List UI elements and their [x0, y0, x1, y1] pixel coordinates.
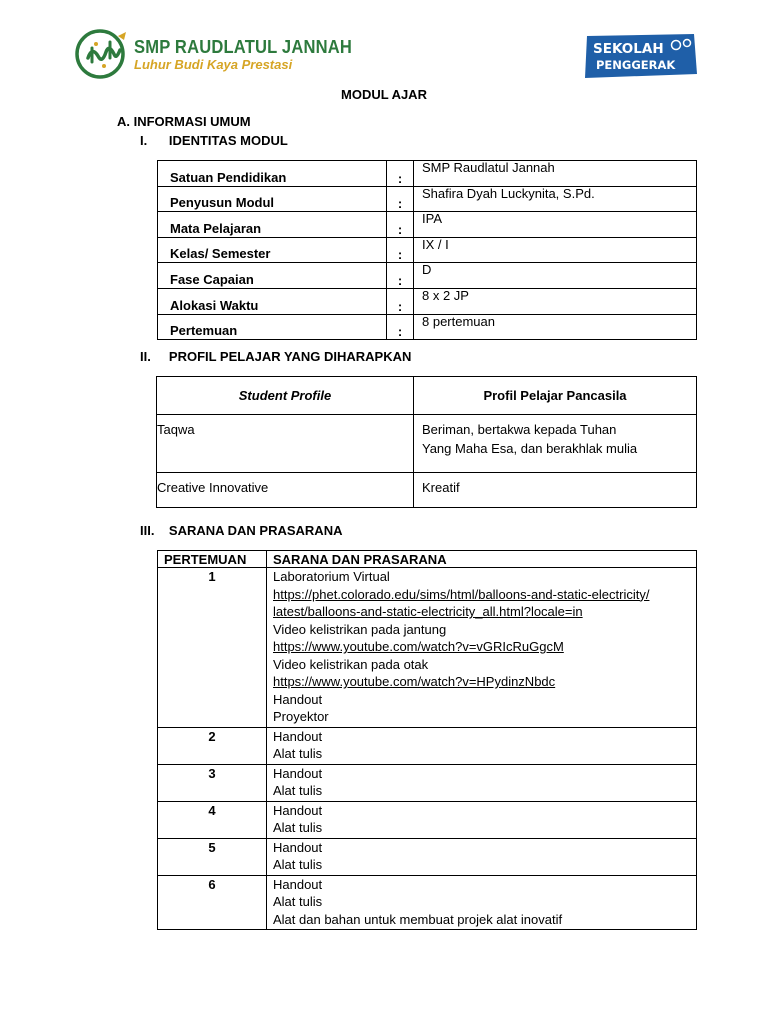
profile-header-student: Student Profile — [157, 377, 414, 415]
meeting-number: 6 — [158, 875, 267, 930]
profile-pancasila-line: Yang Maha Esa, dan berakhlak mulia — [422, 441, 638, 456]
identity-colon: : — [387, 237, 414, 263]
section-i-heading: I. IDENTITAS MODUL — [140, 133, 288, 148]
resource-link[interactable]: https://www.youtube.com/watch?v=vGRIcRuGgcM — [273, 639, 564, 654]
profile-header-pancasila: Profil Pelajar Pancasila — [414, 377, 697, 415]
sarana-row — [158, 838, 697, 875]
badge-line2: PENGGERAK — [596, 58, 676, 72]
identity-row — [158, 186, 697, 212]
school-motto: Luhur Budi Kaya Prestasi — [134, 57, 293, 72]
sarana-row — [158, 801, 697, 838]
sarana-row — [158, 727, 697, 764]
meeting-number: 1 — [158, 568, 267, 728]
sarana-item: Alat tulis — [273, 820, 323, 835]
document-title: MODUL AJAR — [341, 87, 427, 102]
identity-value: D — [414, 263, 697, 289]
profile-student-cell: Creative Innovative — [157, 473, 414, 508]
resource-link[interactable]: https://phet.colorado.edu/sims/html/balloons-and-static-electricity/ — [273, 586, 650, 602]
identity-value: IPA — [414, 212, 697, 238]
sarana-item: Video kelistrikan pada otak — [273, 656, 429, 672]
identity-value: 8 x 2 JP — [414, 288, 697, 314]
badge-line1: SEKOLAH — [593, 41, 664, 57]
sarana-table — [157, 550, 697, 930]
profile-header-row — [157, 377, 697, 415]
identity-label: Alokasi Waktu — [158, 288, 387, 314]
meeting-number: 2 — [158, 727, 267, 764]
identity-row — [158, 161, 697, 187]
section-ii-heading: II. PROFIL PELAJAR YANG DIHARAPKAN — [140, 349, 412, 364]
sarana-row — [158, 764, 697, 801]
document-header — [0, 0, 768, 90]
sarana-item: Alat tulis — [273, 894, 323, 909]
sarana-row — [158, 875, 697, 930]
sarana-item: Video kelistrikan pada jantung — [273, 621, 447, 637]
identity-label: Penyusun Modul — [158, 186, 387, 212]
sarana-items-cell — [267, 568, 697, 728]
identity-colon: : — [387, 314, 414, 340]
profile-row — [157, 415, 697, 473]
sarana-item: Laboratorium Virtual — [273, 569, 390, 584]
identity-row — [158, 237, 697, 263]
identity-row — [158, 212, 697, 238]
school-name: SMP RAUDLATUL JANNAH — [134, 37, 353, 57]
sarana-item: Alat tulis — [273, 746, 323, 761]
sarana-row — [158, 568, 697, 728]
identity-label: Kelas/ Semester — [158, 237, 387, 263]
identity-colon: : — [387, 212, 414, 238]
meeting-number: 5 — [158, 838, 267, 875]
sarana-item: Handout — [273, 691, 323, 707]
sarana-items-cell — [267, 838, 697, 875]
sarana-items-cell — [267, 764, 697, 801]
identity-label: Mata Pelajaran — [158, 212, 387, 238]
resource-link[interactable]: latest/balloons-and-static-electricity_all.html?locale=in — [273, 604, 583, 619]
sarana-header-row — [158, 551, 697, 568]
sarana-item: Handout — [273, 839, 323, 855]
identity-colon: : — [387, 161, 414, 187]
section-a-heading: A. INFORMASI UMUM — [117, 114, 251, 129]
resource-link[interactable]: https://www.youtube.com/watch?v=HPydinzNbdc — [273, 674, 556, 689]
sarana-item: Handout — [273, 728, 323, 744]
profile-table — [156, 376, 697, 508]
sarana-item: Alat tulis — [273, 783, 323, 798]
sarana-item: Handout — [273, 876, 323, 892]
identity-colon: : — [387, 186, 414, 212]
identity-colon: : — [387, 263, 414, 289]
profile-student-cell: Taqwa — [157, 415, 414, 473]
sekolah-penggerak-badge — [584, 34, 698, 78]
school-emblem-icon — [74, 28, 130, 80]
sarana-item: Proyektor — [273, 709, 329, 724]
identity-label: Fase Capaian — [158, 263, 387, 289]
identity-value: IX / I — [414, 237, 697, 263]
profile-pancasila-cell — [414, 473, 697, 508]
identity-row — [158, 288, 697, 314]
identity-row — [158, 314, 697, 340]
section-iii-heading: III. SARANA DAN PRASARANA — [140, 523, 343, 538]
identity-row — [158, 263, 697, 289]
sarana-items-cell — [267, 875, 697, 930]
identity-table — [157, 160, 697, 340]
meeting-number: 3 — [158, 764, 267, 801]
sarana-item: Alat tulis — [273, 857, 323, 872]
identity-value: SMP Raudlatul Jannah — [414, 161, 697, 187]
sarana-items-cell — [267, 801, 697, 838]
profile-pancasila-line: Kreatif — [422, 480, 460, 495]
profile-pancasila-line: Beriman, bertakwa kepada Tuhan — [422, 422, 617, 437]
meeting-number: 4 — [158, 801, 267, 838]
sarana-items-cell — [267, 727, 697, 764]
profile-row — [157, 473, 697, 508]
sarana-item: Handout — [273, 802, 323, 818]
sarana-header-pertemuan: PERTEMUAN — [158, 551, 267, 568]
identity-colon: : — [387, 288, 414, 314]
identity-label: Pertemuan — [158, 314, 387, 340]
profile-pancasila-cell — [414, 415, 697, 473]
sarana-item: Handout — [273, 765, 323, 781]
identity-value: Shafira Dyah Luckynita, S.Pd. — [414, 186, 697, 212]
identity-label: Satuan Pendidikan — [158, 161, 387, 187]
sarana-header-sarana: SARANA DAN PRASARANA — [267, 551, 697, 568]
sarana-item: Alat dan bahan untuk membuat projek alat inovatif — [273, 911, 563, 927]
identity-value: 8 pertemuan — [414, 314, 697, 340]
